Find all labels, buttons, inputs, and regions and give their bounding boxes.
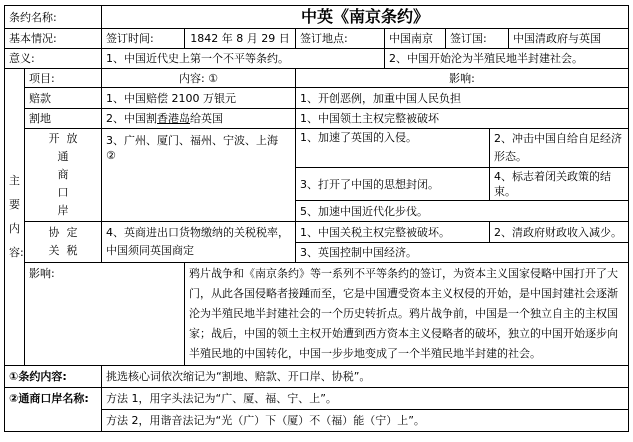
name-label: 条约名称: bbox=[5, 6, 102, 29]
note-1-text: 挑选核心词依次缩记为“割地、赔款、开口岸、协税”。 bbox=[102, 366, 629, 388]
sign-country-value: 中国清政府与英国 bbox=[509, 29, 629, 49]
note-2-label: ②通商口岸名称: bbox=[5, 388, 102, 432]
meaning-label: 意义: bbox=[5, 49, 102, 69]
ports-effect-1: 1、加速了英国的入侵。 bbox=[296, 129, 490, 168]
ports-effect-5: 5、加速中国近代化步伐。 bbox=[296, 201, 629, 222]
sign-place-label: 签订地点: bbox=[296, 29, 385, 49]
col-content-header: 内容: ① bbox=[102, 69, 296, 88]
row-note-2a bbox=[5, 388, 629, 410]
row-ports-1 bbox=[5, 129, 629, 168]
sign-time-value: 1842 年 8 月 29 日 bbox=[185, 29, 296, 49]
side-char: 主 bbox=[9, 174, 20, 187]
indemnity-effect: 1、开创恶例，加重中国人民负担 bbox=[296, 88, 629, 109]
ports-effect-3: 3、打开了中国的思想封闭。 bbox=[296, 168, 490, 201]
row-title bbox=[5, 6, 629, 29]
note-2-text-2: 方法 2，用谐音法记为“光（广）下（厦）不（福）能（宁）上”。 bbox=[102, 410, 629, 432]
tariff-effect-2: 2、清政府财政收入减少。 bbox=[490, 222, 629, 243]
col-item-header: 项目: bbox=[25, 69, 102, 88]
col-effect-header: 影响: bbox=[296, 69, 629, 88]
influence-text: 鸦片战争和《南京条约》等一系列不平等条约的签订，为资本主义国家侵略中国打开了大门，从此各国侵略者接踵而至，它是中国遭受资本主义权侵的开始，是中国封建社会逐渐沦为半殖民地半封建社会的一个历史转折点。鸦片战争前，中国是一个独立自主的主权国家；战后，中国的领土主权开始遭到西方资本主义侵略者的破坏，独立的中国开始逐步向半殖民地的中国转化，中国一步步地变成了一个半殖民地半封建的社会。 bbox=[185, 263, 629, 366]
main-content-side-label bbox=[5, 69, 25, 366]
indemnity-content: 1、中国赔偿 2100 万银元 bbox=[102, 88, 296, 109]
ports-label: 开 放 通 商 口 岸 bbox=[25, 129, 102, 222]
side-char: 容 bbox=[9, 246, 20, 259]
side-char: 要 bbox=[9, 198, 20, 211]
row-meaning bbox=[5, 49, 629, 69]
row-cession bbox=[5, 109, 629, 129]
sign-country-label: 签订国: bbox=[446, 29, 509, 49]
sign-place-value: 中国南京 bbox=[385, 29, 446, 49]
ports-effect-4: 4、标志着闭关政策的结束。 bbox=[490, 168, 629, 201]
tariff-content: 4、英商进出口货物缴纳的关税税率，中国须同英国商定 bbox=[102, 222, 296, 263]
row-indemnity bbox=[5, 88, 629, 109]
note-1-label: ①条约内容: bbox=[5, 366, 102, 388]
row-note-1 bbox=[5, 366, 629, 388]
row-influence bbox=[5, 263, 629, 366]
treaty-title: 中英《南京条约》 bbox=[102, 6, 629, 29]
note-2-text-1: 方法 1，用字头法记为“广、厦、福、宁、上”。 bbox=[102, 388, 629, 410]
meaning-1: 1、中国近代史上第一个不平等条约。 bbox=[102, 49, 385, 69]
meaning-2: 2、中国开始沦为半殖民地半封建社会。 bbox=[385, 49, 629, 69]
side-char: 内 bbox=[9, 222, 20, 235]
basic-label: 基本情况: bbox=[5, 29, 102, 49]
influence-label: 影响: bbox=[25, 263, 185, 366]
row-headers bbox=[5, 69, 629, 88]
tariff-effect-1: 1、中国关税主权完整被破坏。 bbox=[296, 222, 490, 243]
cession-content: 2、中国割香港岛给英国 bbox=[102, 109, 296, 129]
cession-label: 割地 bbox=[25, 109, 102, 129]
treaty-table bbox=[4, 5, 629, 432]
tariff-effect-3: 3、英国控制中国经济。 bbox=[296, 243, 629, 263]
indemnity-label: 赔款 bbox=[25, 88, 102, 109]
ports-content: 3、广州、厦门、福州、宁波、上海 ② bbox=[102, 129, 296, 222]
ports-effect-2: 2、冲击中国自给自足经济形态。 bbox=[490, 129, 629, 168]
hong-kong-island: 香港岛 bbox=[157, 112, 190, 125]
row-basic bbox=[5, 29, 629, 49]
tariff-label: 协 定 关 税 bbox=[25, 222, 102, 263]
sign-time-label: 签订时间: bbox=[102, 29, 185, 49]
side-char: : bbox=[20, 246, 24, 259]
row-tariff-1 bbox=[5, 222, 629, 243]
cession-effect: 1、中国领土主权完整被破坏 bbox=[296, 109, 629, 129]
